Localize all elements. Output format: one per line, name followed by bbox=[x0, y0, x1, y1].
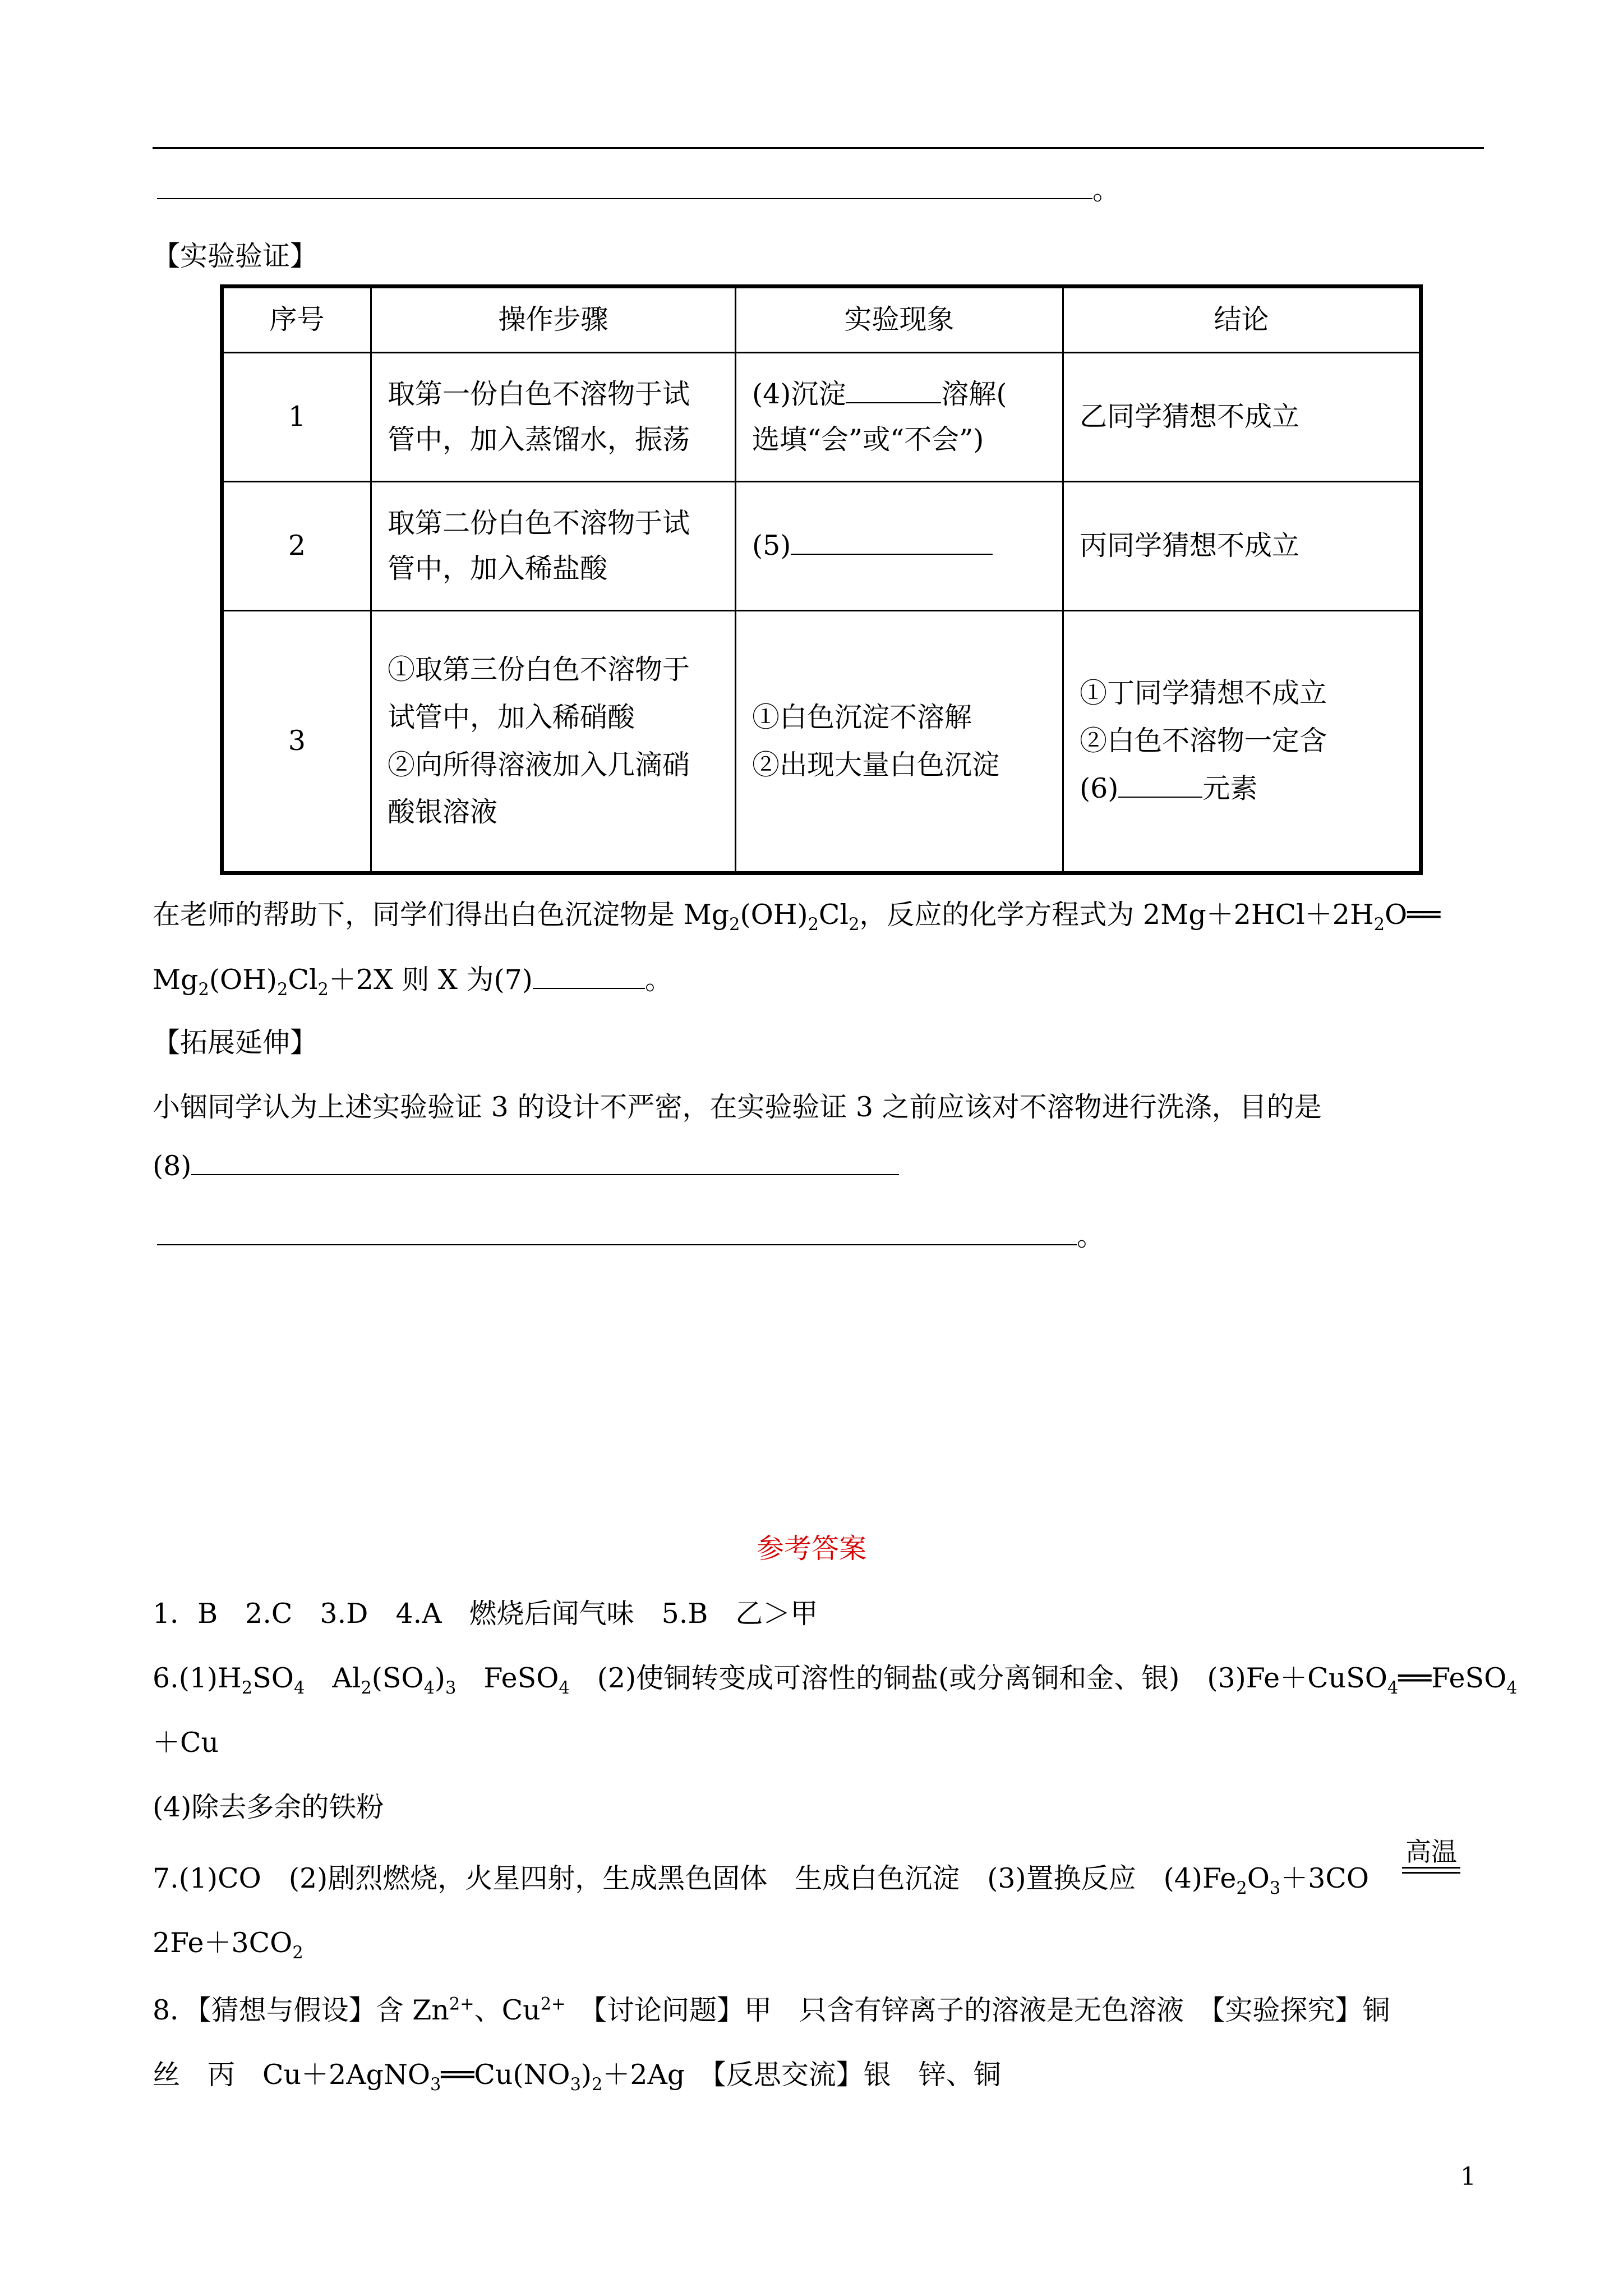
answer-blank-8 bbox=[191, 1152, 899, 1175]
header-cell: 序号 bbox=[222, 287, 371, 353]
row-number: 2 bbox=[222, 482, 371, 611]
conclusion-cell: 丙同学猜想不成立 bbox=[1063, 482, 1421, 611]
step-cell bbox=[371, 482, 736, 611]
table-row bbox=[222, 482, 1421, 611]
section-extend-heading: 【拓展延伸】 bbox=[153, 1027, 318, 1059]
experiment-table bbox=[220, 284, 1423, 875]
step-cell bbox=[371, 611, 736, 873]
phenomenon-text: ②出现大量白色沉淀 bbox=[752, 748, 1000, 781]
step-line: ①取第三份白色不溶物于 bbox=[388, 653, 690, 685]
top-line-end: 。 bbox=[1092, 174, 1121, 206]
step-line: 管中，加入蒸馏水，振荡 bbox=[388, 423, 690, 455]
extend-paragraph-line2: (8) bbox=[153, 1150, 899, 1182]
step-cell bbox=[371, 353, 736, 482]
header-cell: 操作步骤 bbox=[371, 287, 736, 353]
answer-line-1: 1．B 2.C 3.D 4.A 燃烧后闻气味 5.B 乙＞甲 bbox=[153, 1598, 818, 1630]
conclusion-text: (6) bbox=[1080, 772, 1119, 804]
step-line: 管中，加入稀盐酸 bbox=[388, 552, 608, 585]
step-line: 取第二份白色不溶物于试 bbox=[388, 507, 690, 539]
answer-blank-5 bbox=[791, 531, 993, 555]
answer-blank-4 bbox=[846, 380, 941, 403]
section-verify-heading: 【实验验证】 bbox=[153, 240, 318, 272]
step-line: 酸银溶液 bbox=[388, 796, 498, 829]
phenomenon-text: 溶解( bbox=[941, 378, 1007, 410]
table-header-row bbox=[222, 287, 1421, 353]
phenomenon-text: ①白色沉淀不溶解 bbox=[752, 701, 972, 733]
answer-line-7b: $2Fe+3CO_2$ bbox=[153, 1927, 303, 1963]
phenomenon-text: (4)沉淀 bbox=[752, 378, 846, 410]
phenomenon-cell bbox=[736, 482, 1063, 611]
header-rule bbox=[153, 147, 1484, 149]
table-row bbox=[222, 611, 1421, 873]
answer-line-6b: ＋Cu bbox=[153, 1727, 219, 1759]
conclusion-text: ②白色不溶物一定含 bbox=[1080, 725, 1327, 757]
equation-paragraph-line2: $Mg_2(OH)_2Cl_2+2X$ 则 X 为(7) 。 bbox=[153, 964, 672, 1000]
phenomenon-text: (5) bbox=[752, 530, 791, 562]
answer-line-6c: (4)除去多余的铁粉 bbox=[153, 1791, 384, 1823]
answers-title: 参考答案 bbox=[756, 1533, 866, 1565]
row-number: 1 bbox=[222, 353, 371, 482]
conclusion-cell: 乙同学猜想不成立 bbox=[1063, 353, 1421, 482]
equation-paragraph-line1: 在老师的帮助下，同学们得出白色沉淀物是 $Mg_2(OH)_2Cl_2$，反应的化学方程式为 $2Mg+2HCl+2H_2O══$ bbox=[153, 899, 1441, 935]
header-cell: 实验现象 bbox=[736, 287, 1063, 353]
answer-blank-7 bbox=[533, 965, 645, 989]
equals-sign bbox=[1402, 1867, 1460, 1874]
extend-paragraph-line1: 小铟同学认为上述实验验证 3 的设计不严密，在实验验证 3 之前应该对不溶物进行洗涤，目的是 bbox=[153, 1091, 1322, 1123]
conclusion-text: 元素 bbox=[1202, 772, 1258, 804]
conclusion-cell bbox=[1063, 611, 1421, 873]
step-line: 取第一份白色不溶物于试 bbox=[388, 378, 690, 410]
answer-line-8b: 丝 丙 $Cu+2AgNO_3══Cu(NO_3)_2+2Ag$ 【反思交流】银 锌、铜 bbox=[153, 2059, 1001, 2095]
top-blank-line bbox=[157, 168, 1120, 208]
phenomenon-cell bbox=[736, 353, 1063, 482]
answer-blank-6 bbox=[1118, 774, 1202, 798]
answer-line-8: 8．【猜想与假设】含 $Zn^{2+}$、$Cu^{2+}$ 【讨论问题】甲 只含有锌离子的溶液是无色溶液 【实验探究】铜 bbox=[153, 1994, 1390, 2026]
phenomenon-text: 选填“会”或“不会”) bbox=[752, 423, 984, 455]
conclusion-text: ①丁同学猜想不成立 bbox=[1080, 677, 1327, 710]
page-number: 1 bbox=[1460, 2162, 1476, 2191]
reaction-condition bbox=[1402, 1839, 1460, 1874]
condition-label: 高温 bbox=[1405, 1837, 1457, 1867]
table-row bbox=[222, 353, 1421, 482]
answer-line-7: 7.(1)CO (2)剧烈燃烧，火星四射，生成黑色固体 生成白色沉淀 (3)置换反应 $(4)Fe_2O_3+3CO$ bbox=[153, 1862, 1370, 1898]
extend-paragraph-line3: 。 bbox=[157, 1214, 1104, 1254]
step-line: ②向所得溶液加入几滴硝 bbox=[388, 748, 690, 781]
row-number: 3 bbox=[222, 611, 371, 873]
phenomenon-cell bbox=[736, 611, 1063, 873]
answer-line-6: $6.(1)H_2SO_4$ $Al_2(SO_4)_3$ FeSO$_4$ (2)使铜转变成可溶性的铜盐(或分离铜和金、银) (3)Fe＋CuSO$_4$══FeSO$_4$ bbox=[153, 1662, 1518, 1698]
header-cell: 结论 bbox=[1063, 287, 1421, 353]
answer-blank-8b bbox=[157, 1222, 1077, 1245]
step-line: 试管中，加入稀硝酸 bbox=[388, 701, 635, 733]
